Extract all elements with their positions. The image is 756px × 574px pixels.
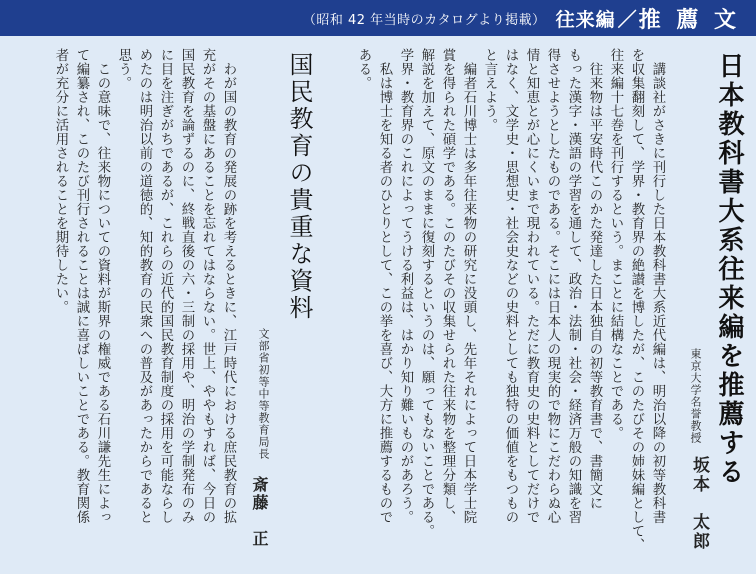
article1-title: 日本教科書大系往来編を推薦する <box>714 52 744 487</box>
article2-affiliation: 文部省初等中等教育局長 <box>257 328 270 460</box>
article2-author: 斎藤 正 <box>250 476 269 548</box>
article1-author: 坂本 太郎 <box>689 456 709 551</box>
header-slash: ／ <box>617 8 637 31</box>
article2-body: わが国の教育の発展の跡を考えるときに、江戸時代における庶民教育の拡 充がその基盤にあることを忘れてはならない。世上、ややもすれば、今日の 国民教育を論ずるのに、終戦直後の六・三制の採用や、明治の学制発布のみ に目を注ぎがちであるが、これらの近代的国民教育制度の採用を可能ならし めたのは明治以前の道徳的、知的教育の民衆への普及があったからであると 思う。 この意味で、往来物についての資料が斯界の権威である石川謙先生によっ て編纂され、このたび刊行されることは誠に喜ばしいことである。教育関係 者が充分に活用されることを期待したい。 <box>53 48 236 524</box>
header-section: 往来編 <box>555 8 616 31</box>
article1-body: 講談社がさきに刊行した日本教科書大系近代編は、明治以降の初等教科書 を収集翻刻して、学界・教育界の絶讃を博したが、このたびその姉妹編として、 往来編十七巻を刊行するという。まことに結構なことである。 往来物は平安時代このかた発達した日本独自の初等教育書で、書簡文に もった漢字・漢語の学習を通して、政治・法制・社会・経済万般の知識を習 得させようとしたものである。そこには日本人の現実的で物にこだわらぬ心 情と知恵とが心にくいまで現われている。ただに教育史の史料としてだけで はなく、文学史・思想史・社会史などの史料としても独特の価値をもつもの と言えよう。 編者石川博士は多年往来物の研究に没頭し、先年それによって日本学士院 賞を得られた碩学である。このたびその収集せられた往来物を整理分類し、 解説を加えて、原文のままに復刻するというのは、願ってもないことである。 学界・教育界のこれによってうける利益は、はかり知り難いものがあろう。 私は博士を知る者のひとりとして、この挙を喜び、大方に推薦するもので ある。 <box>356 48 665 552</box>
header-bar <box>0 0 756 36</box>
header-note: （昭和 42 年当時のカタログより掲載） <box>302 12 546 28</box>
article2-title: 国民教育の貴重な資料 <box>285 52 313 322</box>
header-recommend: 推 薦 文 <box>638 7 740 33</box>
article1-affiliation: 東京大学名誉教授 <box>689 348 702 444</box>
